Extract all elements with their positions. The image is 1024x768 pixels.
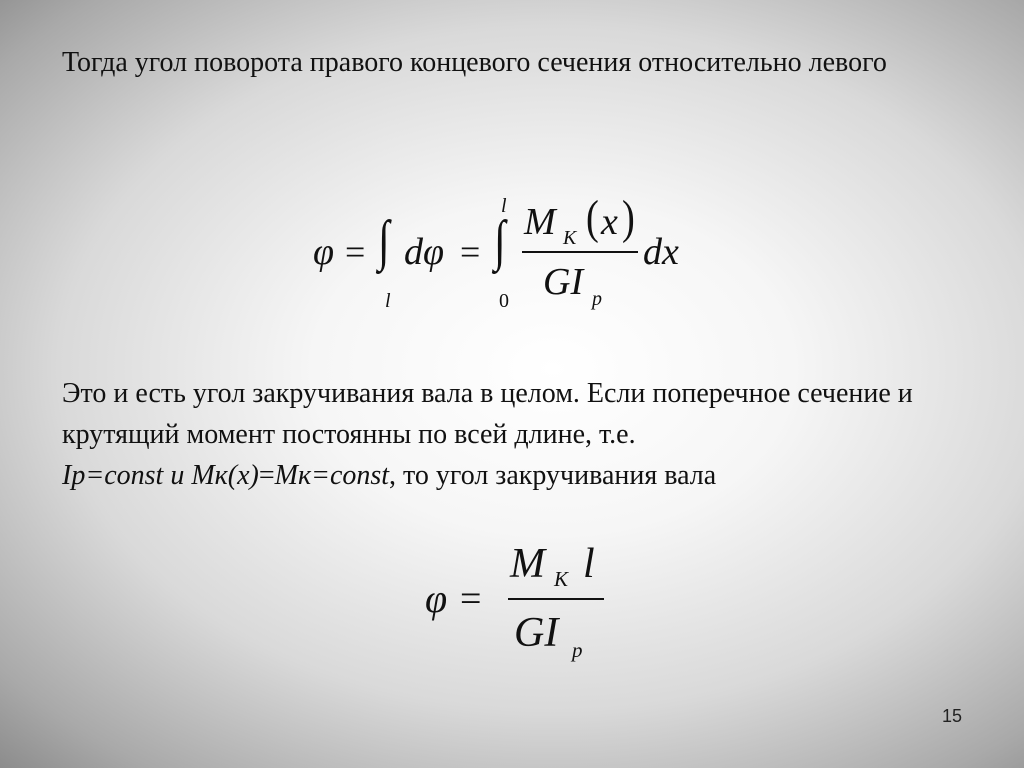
formula1-integral-sign-1: ∫ [378,210,390,272]
formula1-phi: φ [313,231,335,273]
condition-equals: = [258,460,275,491]
formula1-numerator-m: M [524,201,556,243]
formula1-numerator-x: x [601,201,618,243]
formula2-fraction-bar [508,598,604,600]
intro-paragraph: Тогда угол поворота правого концевого сечения относительно левого [62,47,887,78]
formula2-denominator-gi: GI [514,610,559,656]
formula2-denominator-subscript-p: p [572,638,583,662]
formula2-numerator-m: M [510,541,545,587]
condition-mk-const: Мк=const [274,460,390,491]
formula1-integral-sign-2: ∫ [494,210,506,272]
slide-number: 15 [941,706,962,726]
formula1-numerator-paren-open: ( [586,191,599,244]
formula1-numerator-paren-close: ) [622,191,635,244]
formula1-denominator-subscript-p: p [592,288,602,310]
formula1-numerator-subscript-k: K [563,227,577,249]
formula1-dphi: dφ [404,231,445,273]
explanation-paragraph [62,373,982,496]
formula1-fraction-bar [522,251,638,253]
formula2-equals: = [460,578,482,620]
condition-ip: Ip=const [62,460,164,491]
explanation-text-1: Это и есть угол закручивания вала в целом. Если поперечное сечение и крутящий момент постоянны по всей длине, т.е. [62,378,913,450]
condition-mk-function: Мк(х) [191,460,259,491]
formula1-dx: dx [643,231,679,273]
formula1-integral-1-lower: l [385,290,391,312]
formula1-equals-2: = [460,232,481,272]
explanation-text-2: , то угол закручивания вала [389,460,717,491]
formula1-integral-2-lower: 0 [499,290,509,312]
formula2-phi: φ [425,576,448,621]
formula2-numerator-subscript-k: K [554,567,569,591]
formula2-numerator-l: l [583,541,595,587]
condition-conjunction: и [170,460,185,491]
formula1-integral-2-upper: l [501,195,507,217]
formula1-equals-1: = [345,232,366,272]
formula1-denominator-gi: GI [543,261,584,303]
